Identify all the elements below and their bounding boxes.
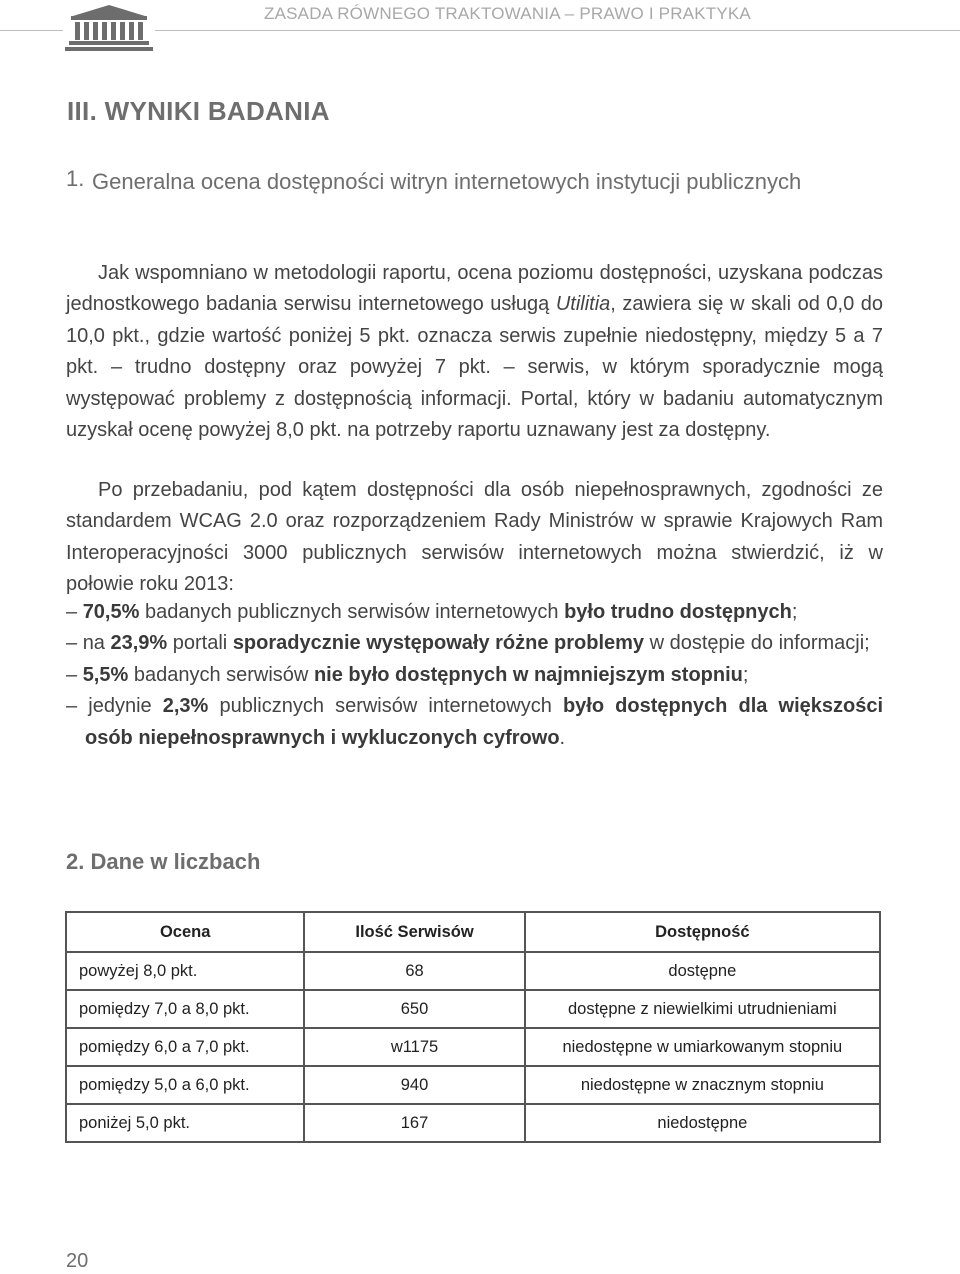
subsection-number: 1. [66, 166, 85, 191]
item-text: ; [742, 663, 749, 686]
list-item [66, 691, 883, 754]
item-text: portali [167, 632, 233, 655]
table-cell: niedostępne [525, 1104, 880, 1142]
table-row [66, 1066, 880, 1104]
item-text: na [82, 632, 111, 655]
table-cell: niedostępne w znacznym stopniu [525, 1066, 880, 1104]
item-text: ; [791, 601, 798, 623]
item-emphasis: było trudno dostępnych [564, 601, 792, 623]
ratings-table [65, 911, 881, 1143]
dash-marker: – [66, 632, 78, 655]
item-text: w dostępie do informacji; [644, 632, 870, 655]
table-row [66, 1028, 880, 1066]
parliament-building-icon [63, 2, 155, 52]
running-header-title: ZASADA RÓWNEGO TRAKTOWANIA – PRAWO I PRAKTYKA [264, 4, 751, 23]
table-cell: niedostępne w umiarkowanym stopniu [525, 1028, 880, 1066]
table-cell: w1175 [304, 1028, 524, 1066]
subsection-title-data: 2. Dane w liczbach [66, 849, 261, 874]
item-text: badanych serwisów [128, 663, 314, 686]
table-cell: pomiędzy 7,0 a 8,0 pkt. [66, 990, 304, 1028]
percentage: 70,5% [82, 601, 140, 623]
table-cell: dostępne z niewielkimi utrudnieniami [525, 990, 880, 1028]
table-cell: powyżej 8,0 pkt. [66, 952, 304, 990]
table-row [66, 990, 880, 1028]
findings-list [66, 597, 883, 754]
item-text: publicznych serwisów internetowych [208, 695, 563, 718]
item-emphasis: sporadycznie występowały różne problemy [232, 632, 645, 655]
percentage: 5,5% [82, 663, 129, 686]
dash-marker: – [66, 695, 78, 718]
table-cell: dostępne [525, 952, 880, 990]
column-header: Ocena [66, 912, 304, 952]
item-text: badanych publicznych serwisów internetowych [139, 601, 565, 623]
item-emphasis: było dostępnych dla większości osób niepełnosprawnych i wykluczonych cyfrowo [85, 695, 884, 749]
table-row [66, 1104, 880, 1142]
paragraph-text: , zawiera się w skali od 0,0 do 10,0 pkt., gdzie wartość poniżej 5 pkt. oznacza serwis zupełnie niedostępny, między 5 a 7 pkt. – trudno dostępny oraz powyżej 7 pkt. – serwis, w którym sporadycznie mogą występować problemy z dostępnością informacji. Portal, który w badaniu automatycznym uzyskał ocenę powyżej 8,0 pkt. na potrzeby raportu uznawany jest za dostępny. [66, 293, 884, 442]
table-cell: 940 [304, 1066, 524, 1104]
table-row [66, 952, 880, 990]
table-header-row [66, 912, 880, 952]
paragraph-methodology [66, 258, 883, 446]
paragraph-findings-intro: Po przebadaniu, pod kątem dostępności dla osób niepełnosprawnych, zgodności ze standardem WCAG 2.0 oraz rozporządzeniem Rady Ministrów w sprawie Krajowych Ram Interoperacyjności 3000 publicznych serwisów internetowych można stwierdzić, iż w połowie roku 2013: [66, 479, 883, 596]
list-item [66, 597, 883, 628]
item-text: jedynie [88, 695, 163, 718]
table-cell: poniżej 5,0 pkt. [66, 1104, 304, 1142]
percentage: 23,9% [110, 632, 168, 655]
table-cell: pomiędzy 6,0 a 7,0 pkt. [66, 1028, 304, 1066]
list-item [66, 628, 883, 659]
section-title: III. WYNIKI BADANIA [67, 96, 330, 126]
paragraph-text: Jak wspomniano w metodologii raportu, ocena poziomu dostępności, uzyskana podczas jednostkowego badania serwisu internetowego usługą [66, 262, 883, 316]
italic-term: Utilitia [555, 293, 611, 316]
table-cell: 68 [304, 952, 524, 990]
dash-marker: – [66, 663, 78, 686]
table-cell: 167 [304, 1104, 524, 1142]
column-header: Ilość Serwisów [304, 912, 524, 952]
list-item [66, 660, 883, 691]
dash-marker: – [66, 601, 78, 623]
table-cell: pomiędzy 5,0 a 6,0 pkt. [66, 1066, 304, 1104]
percentage: 2,3% [162, 695, 209, 718]
column-header: Dostępność [525, 912, 880, 952]
table-cell: 650 [304, 990, 524, 1028]
page-number: 20 [66, 1250, 89, 1272]
item-emphasis: nie było dostępnych w najmniejszym stopniu [313, 663, 743, 686]
subsection-title: Generalna ocena dostępności witryn internetowych instytucji publicznych [92, 169, 802, 194]
item-text: . [559, 726, 566, 749]
